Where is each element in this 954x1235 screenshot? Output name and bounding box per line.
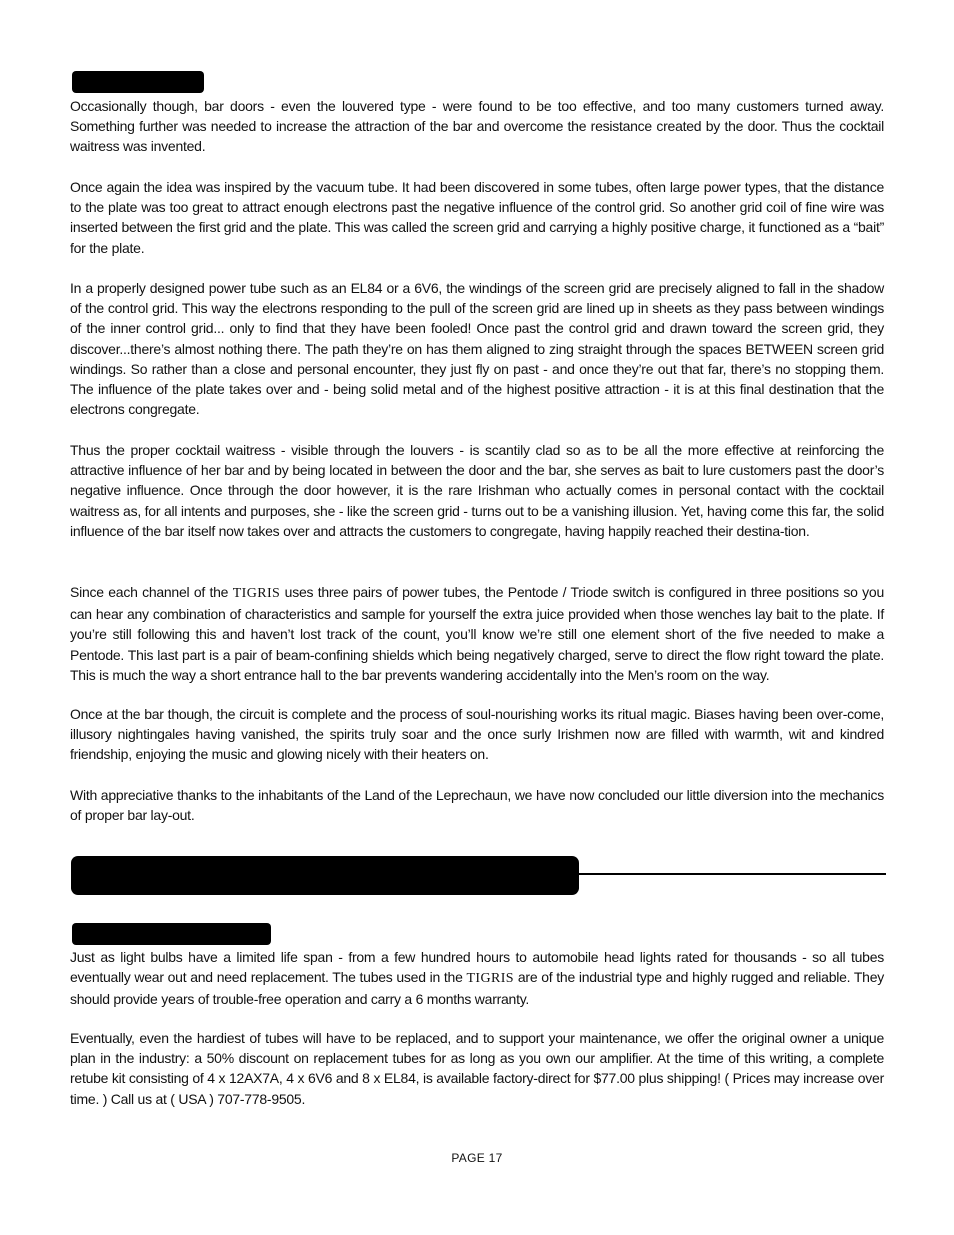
section-banner: [71, 856, 579, 895]
banner-rule: [579, 873, 886, 875]
paragraph-circuit-complete: Once at the bar though, the circuit is complete and the process of soul-nourishing works its ritual magic. Biases having been over-come, illusory nightingales having vanished, the spirits truly soar and the once surly Irishmen now are filled with warmth, wit and kindred friendship, enjoying the music and glowing nicely with their heaters on.: [70, 706, 884, 763]
paragraph-retube-plan: Eventually, even the hardiest of tubes will have to be replaced, and to support your maintenance, we offer the original owner a unique plan in the industry: a 50% discount on replacement tubes for as long as you own our amplifier. At the time of this writing, a complete retube kit consisting of 4 x 12AX7A, 4 x 6V6 and 8 x EL84, is available factory-direct for $77.00 plus shipping! ( Prices may increase over time. ) Call us at ( USA ) 707-778-9505.: [70, 1030, 884, 1107]
paragraph-text: Since each channel of the: [70, 584, 233, 600]
page-number: PAGE 17: [451, 1151, 503, 1165]
paragraph-text: Just as light bulbs have a limited life span - from a few hundred hours to automobile head lights rated for thousands - so all tubes eventually wear out and need replacement. The tubes used in the: [70, 949, 884, 986]
section-heading-bar: [72, 71, 204, 93]
paragraph-text: are of the industrial type and highly rugged and reliable. They should provide years of trouble-free operation and carry a 6 months warranty.: [70, 969, 885, 1008]
paragraph-tube-life: [70, 947, 884, 1010]
paragraph-pentode-switch: [70, 582, 884, 685]
paragraph-text: uses three pairs of power tubes, the Pentode / Triode switch is configured in three positions so you can hear any combination of characteristics and sample for yourself the extra juice provided when those wenches lay bait to the plate. If you’re still following this and haven’t lost track of the count, you’ll know we’re still one element short of the five needed to make a Pentode. This last part is a pair of beam-confining shields which being negatively charged, serve to direct the flow right toward the plate. This is much the way a short entrance hall to the bar prevents wandering accidentally into the Men’s room on the way.: [70, 584, 884, 683]
paragraph-cocktail-waitress: Thus the proper cocktail waitress - visible through the louvers - is scantily clad so as to be all the more effective at reinforcing the attractive influence of her bar and by being located in between the door and the bar, she serves as bait to lure customers past the door’s negative influence. Once through the door however, it is the rare Irishman who actually comes in personal contact with the cocktail waitress as, for all intents and purposes, she - like the screen grid - turns out to be a vanishing illusion. Yet, having come this far, the solid influence of the bar itself now takes over and attracts the customers to congregate, having happily reached their destina-tion.: [70, 442, 884, 539]
paragraph-power-tube: In a properly designed power tube such as an EL84 or a 6V6, the windings of the screen grid are precisely aligned to fall in the shadow of the control grid. This way the electrons responding to the pull of the screen grid are lined up in sheets as they pass between windings of the inner control grid... only to find that they have been fooled! Once past the control grid and drawn toward the screen grid, they discover...there’s almost nothing there. The path they’re on has them aligned to zing straight through the spaces BETWEEN screen grid windings. So rather than a close and personal encounter, they just fly on past - and once they’re out that far, there’s no stopping them. The influence of the plate takes over and - being solid metal and of the highest positive attraction - it is at this final destination that the electrons congregate.: [70, 280, 884, 418]
paragraph-conclusion: With appreciative thanks to the inhabitants of the Land of the Leprechaun, we have now concluded our little diversion into the mechanics of proper bar lay-out.: [70, 787, 884, 824]
brand-name: TIGRIS: [466, 971, 514, 987]
brand-name: TIGRIS: [232, 586, 281, 601]
paragraph-screen-grid: Once again the idea was inspired by the vacuum tube. It had been discovered in some tubes, often large power types, that the distance to the plate was too great to attract enough electrons past the negative influence of the control grid. So another grid coil of fine wire was inserted between the first grid and the plate. This was called the screen grid and carrying a highly positive charge, it functioned as a “bait” for the plate.: [70, 179, 884, 256]
paragraph-bar-doors: Occasionally though, bar doors - even the louvered type - were found to be too effective, and too many customers turned away. Something further was needed to increase the attraction of the bar and overcome the resistance created by the door. Thus the cocktail waitress was invented.: [70, 98, 884, 155]
subsection-heading-bar: [72, 923, 271, 945]
